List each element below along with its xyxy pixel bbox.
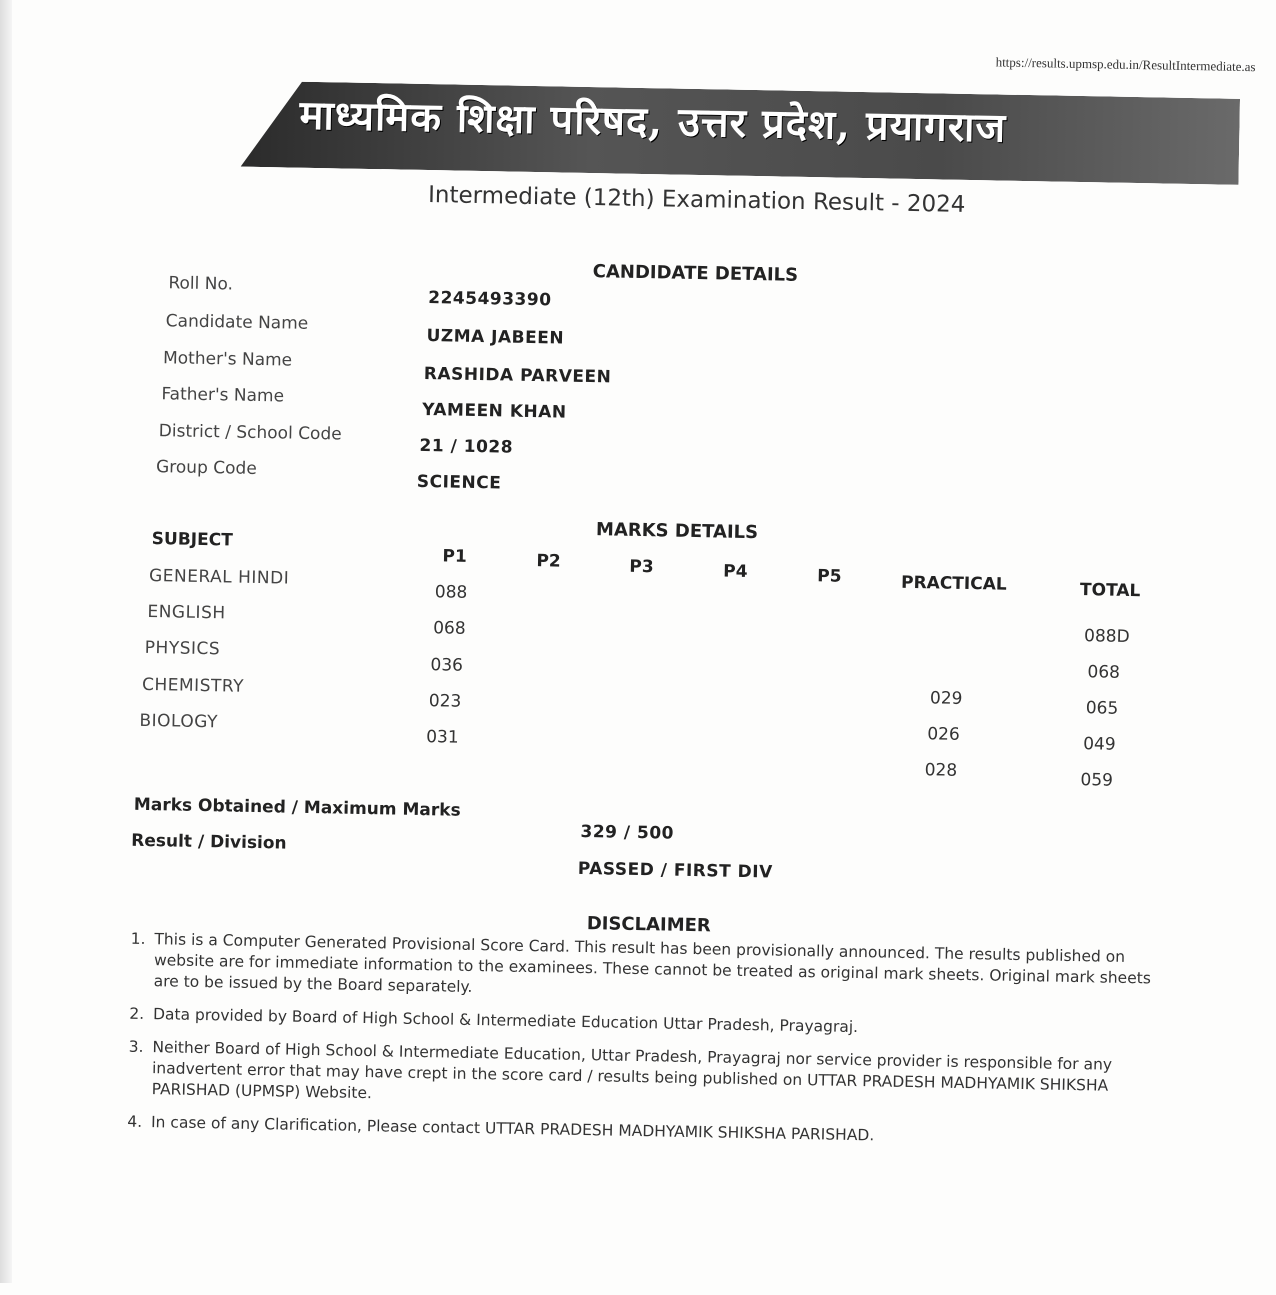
practical-mark: 029 — [929, 688, 963, 709]
disclaimer-list — [119, 929, 1153, 1164]
father-name-label: Father's Name — [161, 384, 285, 407]
subject-header: SUBJECT — [151, 529, 233, 551]
practical-mark: 028 — [924, 760, 958, 781]
subject-name: GENERAL HINDI — [148, 565, 290, 589]
group-code-label: Group Code — [155, 457, 257, 479]
result-division-label: Result / Division — [131, 830, 287, 854]
disclaimer-item: 4. In case of any Clarification, Please contact UTTAR PRADESH MADHYAMIK SHIKSHA PARISHAD. — [147, 1112, 1149, 1151]
p1-mark: 068 — [432, 618, 466, 639]
group-code-value: SCIENCE — [416, 471, 502, 494]
mother-name-value: RASHIDA PARVEEN — [423, 363, 612, 388]
candidate-name-label: Candidate Name — [165, 311, 309, 334]
total-mark: 068 — [1087, 662, 1121, 683]
mother-name-label: Mother's Name — [162, 348, 293, 371]
p3-header: P3 — [629, 556, 654, 578]
p1-header: P1 — [442, 546, 467, 567]
district-school-value: 21 / 1028 — [419, 435, 514, 458]
result-division-value: PASSED / FIRST DIV — [577, 858, 773, 883]
subject-name: BIOLOGY — [139, 710, 219, 733]
total-mark: 088D — [1083, 626, 1130, 647]
p1-mark: 036 — [430, 655, 464, 676]
p1-mark: 023 — [428, 691, 462, 712]
p4-header: P4 — [723, 561, 748, 582]
subject-name: CHEMISTRY — [141, 674, 245, 697]
p5-header: P5 — [817, 566, 842, 587]
marks-obtained-label: Marks Obtained / Maximum Marks — [133, 794, 461, 821]
subject-name: PHYSICS — [144, 637, 221, 660]
roll-no-value: 2245493390 — [428, 288, 552, 311]
father-name-value: YAMEEN KHAN — [421, 399, 567, 423]
subject-name: ENGLISH — [147, 601, 226, 624]
p1-mark: 031 — [426, 727, 459, 748]
disclaimer-item: 1. This is a Computer Generated Provisional Score Card. This result has been provisionally announced. The results published on website are for immediate information to the examinees. These cannot be treated as original mark sheets. Original mark sheets are to be issued by the Board separately. — [149, 929, 1152, 1010]
disclaimer-item: 3. Neither Board of High School & Intermediate Education, Uttar Pradesh, Prayagraj nor service provider is responsible for any inadvertent error that may have crept in the score card / results being published on UTTAR PRADESH MADHYAMIK SHIKSHA PARISHAD (UPMSP) Website. — [147, 1037, 1150, 1118]
board-name: माध्यमिक शिक्षा परिषद, उत्तर प्रदेश, प्रयागराज — [299, 91, 1007, 152]
total-mark: 049 — [1082, 734, 1116, 755]
total-mark: 065 — [1085, 698, 1119, 719]
total-header: TOTAL — [1079, 580, 1141, 602]
practical-header: PRACTICAL — [900, 572, 1007, 595]
marks-obtained-value: 329 / 500 — [580, 821, 675, 844]
marks-details-title: MARKS DETAILS — [595, 519, 759, 544]
disclaimer-title: DISCLAIMER — [586, 913, 711, 937]
disclaimer-item: 2. Data provided by Board of High School & Intermediate Education Uttar Pradesh, Prayagraj. — [149, 1004, 1151, 1043]
practical-mark: 026 — [927, 724, 960, 745]
exam-title: Intermediate (12th) Examination Result - 2024 — [427, 182, 966, 218]
roll-no-label: Roll No. — [168, 273, 234, 295]
p2-header: P2 — [536, 551, 561, 572]
candidate-details-title: CANDIDATE DETAILS — [592, 261, 799, 286]
page-url: https://results.upmsp.edu.in/ResultIntermediate.as — [995, 54, 1256, 75]
district-school-label: District / School Code — [158, 421, 342, 445]
p1-mark: 088 — [434, 582, 468, 603]
total-mark: 059 — [1080, 770, 1114, 791]
candidate-name-value: UZMA JABEEN — [426, 326, 565, 349]
